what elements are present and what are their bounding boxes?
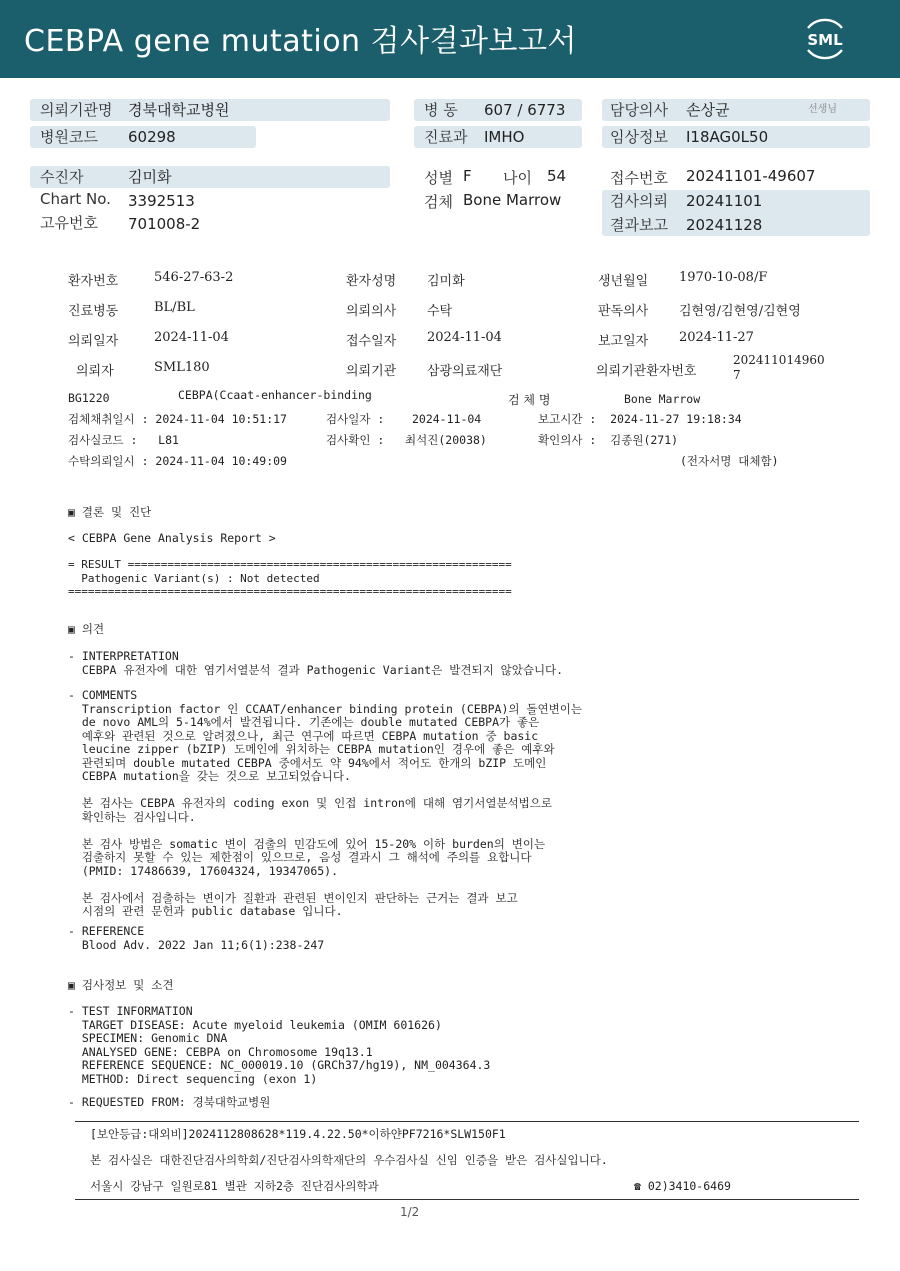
institution-box [30, 99, 390, 121]
specimen-name-label: 검 체 명 [508, 393, 551, 407]
footer-divider-bottom [75, 1199, 859, 1200]
dept-box [414, 126, 582, 148]
doctor-label: 담당의사 [610, 101, 668, 119]
report-value: 20241128 [686, 216, 763, 234]
req-date-value: 2024-11-04 [154, 330, 229, 345]
rep-date-value: 2024-11-27 [679, 330, 754, 345]
section-test-info: ▣ 검사정보 및 소견 [68, 978, 174, 992]
receipt-label: 접수번호 [610, 169, 668, 187]
analysis-report-title: < CEBPA Gene Analysis Report > [68, 531, 276, 545]
dept-label: 진료과 [424, 128, 468, 146]
req-inst-patient-value-cont: 7 [733, 368, 741, 382]
patient-label: 수진자 [40, 168, 84, 186]
ward-label: 병 동 [424, 101, 458, 119]
req-date-label: 의뢰일자 [68, 334, 119, 349]
security-line: [보안등급:대외비]2024112808628*119.4.22.50*이하얀PF7216*SLW150F1 [90, 1127, 506, 1141]
specimen-label: 검체 [424, 193, 453, 211]
recv-date-label: 접수일자 [346, 334, 397, 349]
section-conclusion: ▣ 결론 및 진단 [68, 505, 152, 519]
ward-box [414, 99, 582, 121]
clinical-value: I18AG0L50 [686, 128, 769, 146]
birth-label: 생년월일 [598, 274, 649, 289]
requester-label: 의뢰자 [76, 364, 114, 379]
req-inst-patient-label: 의뢰기관환자번호 [596, 364, 697, 379]
birth-value: 1970-10-08/F [679, 270, 768, 285]
clinical-label: 임상정보 [610, 128, 668, 146]
chart-value: 3392513 [128, 192, 195, 210]
hospital-code-box [30, 126, 256, 148]
reading-doctor-label: 판독의사 [598, 304, 649, 319]
req-doctor-label: 의뢰의사 [346, 304, 397, 319]
specimen-value: Bone Marrow [463, 191, 562, 209]
esign-note: (전자서명 대체함) [680, 454, 779, 468]
specimen-name-value: Bone Marrow [624, 392, 701, 406]
hospital-code-label: 병원코드 [40, 128, 98, 146]
address-line: 서울시 강남구 일원로81 별관 지하2층 진단검사의학과 [90, 1179, 379, 1193]
request-value: 20241101 [686, 192, 763, 210]
test-date: 검사일자 : 2024-11-04 [326, 412, 482, 426]
dept-value: IMHO [484, 128, 525, 146]
reference-block: - REFERENCE Blood Adv. 2022 Jan 11;6(1):238-247 [68, 924, 325, 952]
patient-no-value: 546-27-63-2 [154, 270, 234, 285]
patient-value: 김미화 [128, 168, 172, 186]
request-report-box [602, 190, 870, 236]
patient-name-label: 환자성명 [346, 274, 397, 289]
phone-line: ☎ 02)3410-6469 [634, 1179, 731, 1193]
section-opinion: ▣ 의견 [68, 622, 105, 636]
logo-text: SML [807, 31, 843, 49]
req-doctor-value: 수탁 [427, 304, 453, 319]
sml-logo [800, 14, 850, 64]
test-name: CEBPA(Ccaat-enhancer-binding [178, 388, 372, 402]
request-label: 검사의뢰 [610, 192, 668, 210]
age-value: 54 [547, 167, 567, 185]
reading-doctor-value: 김현영/김현영/김현영 [679, 304, 801, 319]
unique-value: 701008-2 [128, 215, 201, 233]
rep-date-label: 보고일자 [598, 334, 649, 349]
receipt-value: 20241101-49607 [686, 167, 816, 185]
report-title: CEBPA gene mutation 검사결과보고서 [24, 24, 577, 59]
certification-line: 본 검사실은 대한진단검사의학회/진단검사의학재단의 우수검사실 신임 인증을 받은 검사실입니다. [90, 1153, 608, 1167]
ward-scan-label: 진료병동 [68, 304, 119, 319]
interpretation-block: - INTERPRETATION CEBPA 유전자에 대한 염기서열분석 결과 Pathogenic Variant은 발견되지 않았습니다. [68, 649, 564, 677]
patient-box [30, 166, 390, 188]
doctor-value: 손상균 [686, 101, 730, 119]
chart-label: Chart No. [40, 190, 111, 208]
recv-date-value: 2024-11-04 [427, 330, 502, 345]
ward-value: 607 / 6773 [484, 101, 566, 119]
lab-code: 검사실코드 : L81 [68, 433, 179, 447]
result-block: = RESULT ========================================================== Pathogenic Variant(s) : Not detected =================================================================== [68, 558, 512, 598]
page-number: 1/2 [400, 1205, 420, 1219]
institution-value: 경북대학교병원 [128, 101, 230, 119]
req-inst-label: 의뢰기관 [346, 364, 397, 379]
institution-label: 의뢰기관명 [40, 101, 113, 119]
patient-no-label: 환자번호 [68, 274, 119, 289]
report-time: 보고시간 : 2024-11-27 19:18:34 [538, 412, 742, 426]
accept-time: 수탁의뢰일시 : 2024-11-04 10:49:09 [68, 454, 287, 468]
ward-scan-value: BL/BL [154, 300, 195, 315]
unique-label: 고유번호 [40, 214, 98, 232]
footer-divider [75, 1121, 859, 1122]
hospital-code-value: 60298 [128, 128, 176, 146]
collect-time: 검체채취일시 : 2024-11-04 10:51:17 [68, 412, 287, 426]
req-inst-patient-value: 202411014960 [733, 353, 825, 367]
patient-name-value: 김미화 [427, 274, 465, 289]
doctor-box [602, 99, 870, 121]
test-code: BG1220 [68, 391, 110, 405]
requester-value: SML180 [154, 360, 210, 375]
req-inst-value: 삼광의료재단 [427, 364, 503, 379]
report-header [0, 0, 900, 78]
doctor-suffix: 선생님 [808, 104, 837, 115]
age-label: 나이 [503, 169, 532, 187]
sex-label: 성별 [424, 169, 453, 187]
requested-from: - REQUESTED FROM: 경북대학교병원 [68, 1095, 271, 1109]
comments-block: - COMMENTS Transcription factor 인 CCAAT/enhancer binding protein (CEBPA)의 돌연변이는 de novo AML의 5-14%에서 발견됩니다. 기존에는 double mutated CEBPA가 좋은 예후와 관련된 것으로 알려졌으나, 최근 연구에 따르면 CEBPA mutation 중 basic leucine zipper (bZIP) 도메인에 위치하는 CEBPA mutation인 경우에 좋은 예후와 관련되며 double mutated CEBPA 중에서도 약 94%에서 적어도 한개의 bZIP 도메인 CEBPA mutation을 갖는 것으로 보고되었습니다. 본 검사는 CEBPA 유전자의 coding exon 및 인접 intron에 대해 염기서열분석법으로 확인하는 검사입니다. 본 검사 방법은 somatic 변이 검출의 민감도에 있어 15-20% 이하 burden의 변이는 검출하지 못할 수 있는 제한점이 있으므로, 음성 결과시 그 해석에 주의를 요합니다 (PMID: 17486639, 17604324, 19347065). 본 검사에서 검출하는 변이가 질환과 관련된 변이인지 판단하는 근거는 결과 보고 시점의 관련 문헌과 public database 입니다. [68, 688, 582, 918]
test-info-block: - TEST INFORMATION TARGET DISEASE: Acute myeloid leukemia (OMIM 601626) SPECIMEN: Genomic DNA ANALYSED GENE: CEBPA on Chromosome 19q13.1 REFERENCE SEQUENCE: NC_000019.10 (GRCh37/hg19), NM_004364.3 METHOD: Direct sequencing (exon 1) [68, 1004, 491, 1086]
clinical-box [602, 126, 870, 148]
test-confirm: 검사확인 : 최석진(20038) [326, 433, 487, 447]
sex-value: F [463, 167, 472, 185]
confirm-doctor: 확인의사 : 김종원(271) [538, 433, 679, 447]
report-label: 결과보고 [610, 216, 668, 234]
